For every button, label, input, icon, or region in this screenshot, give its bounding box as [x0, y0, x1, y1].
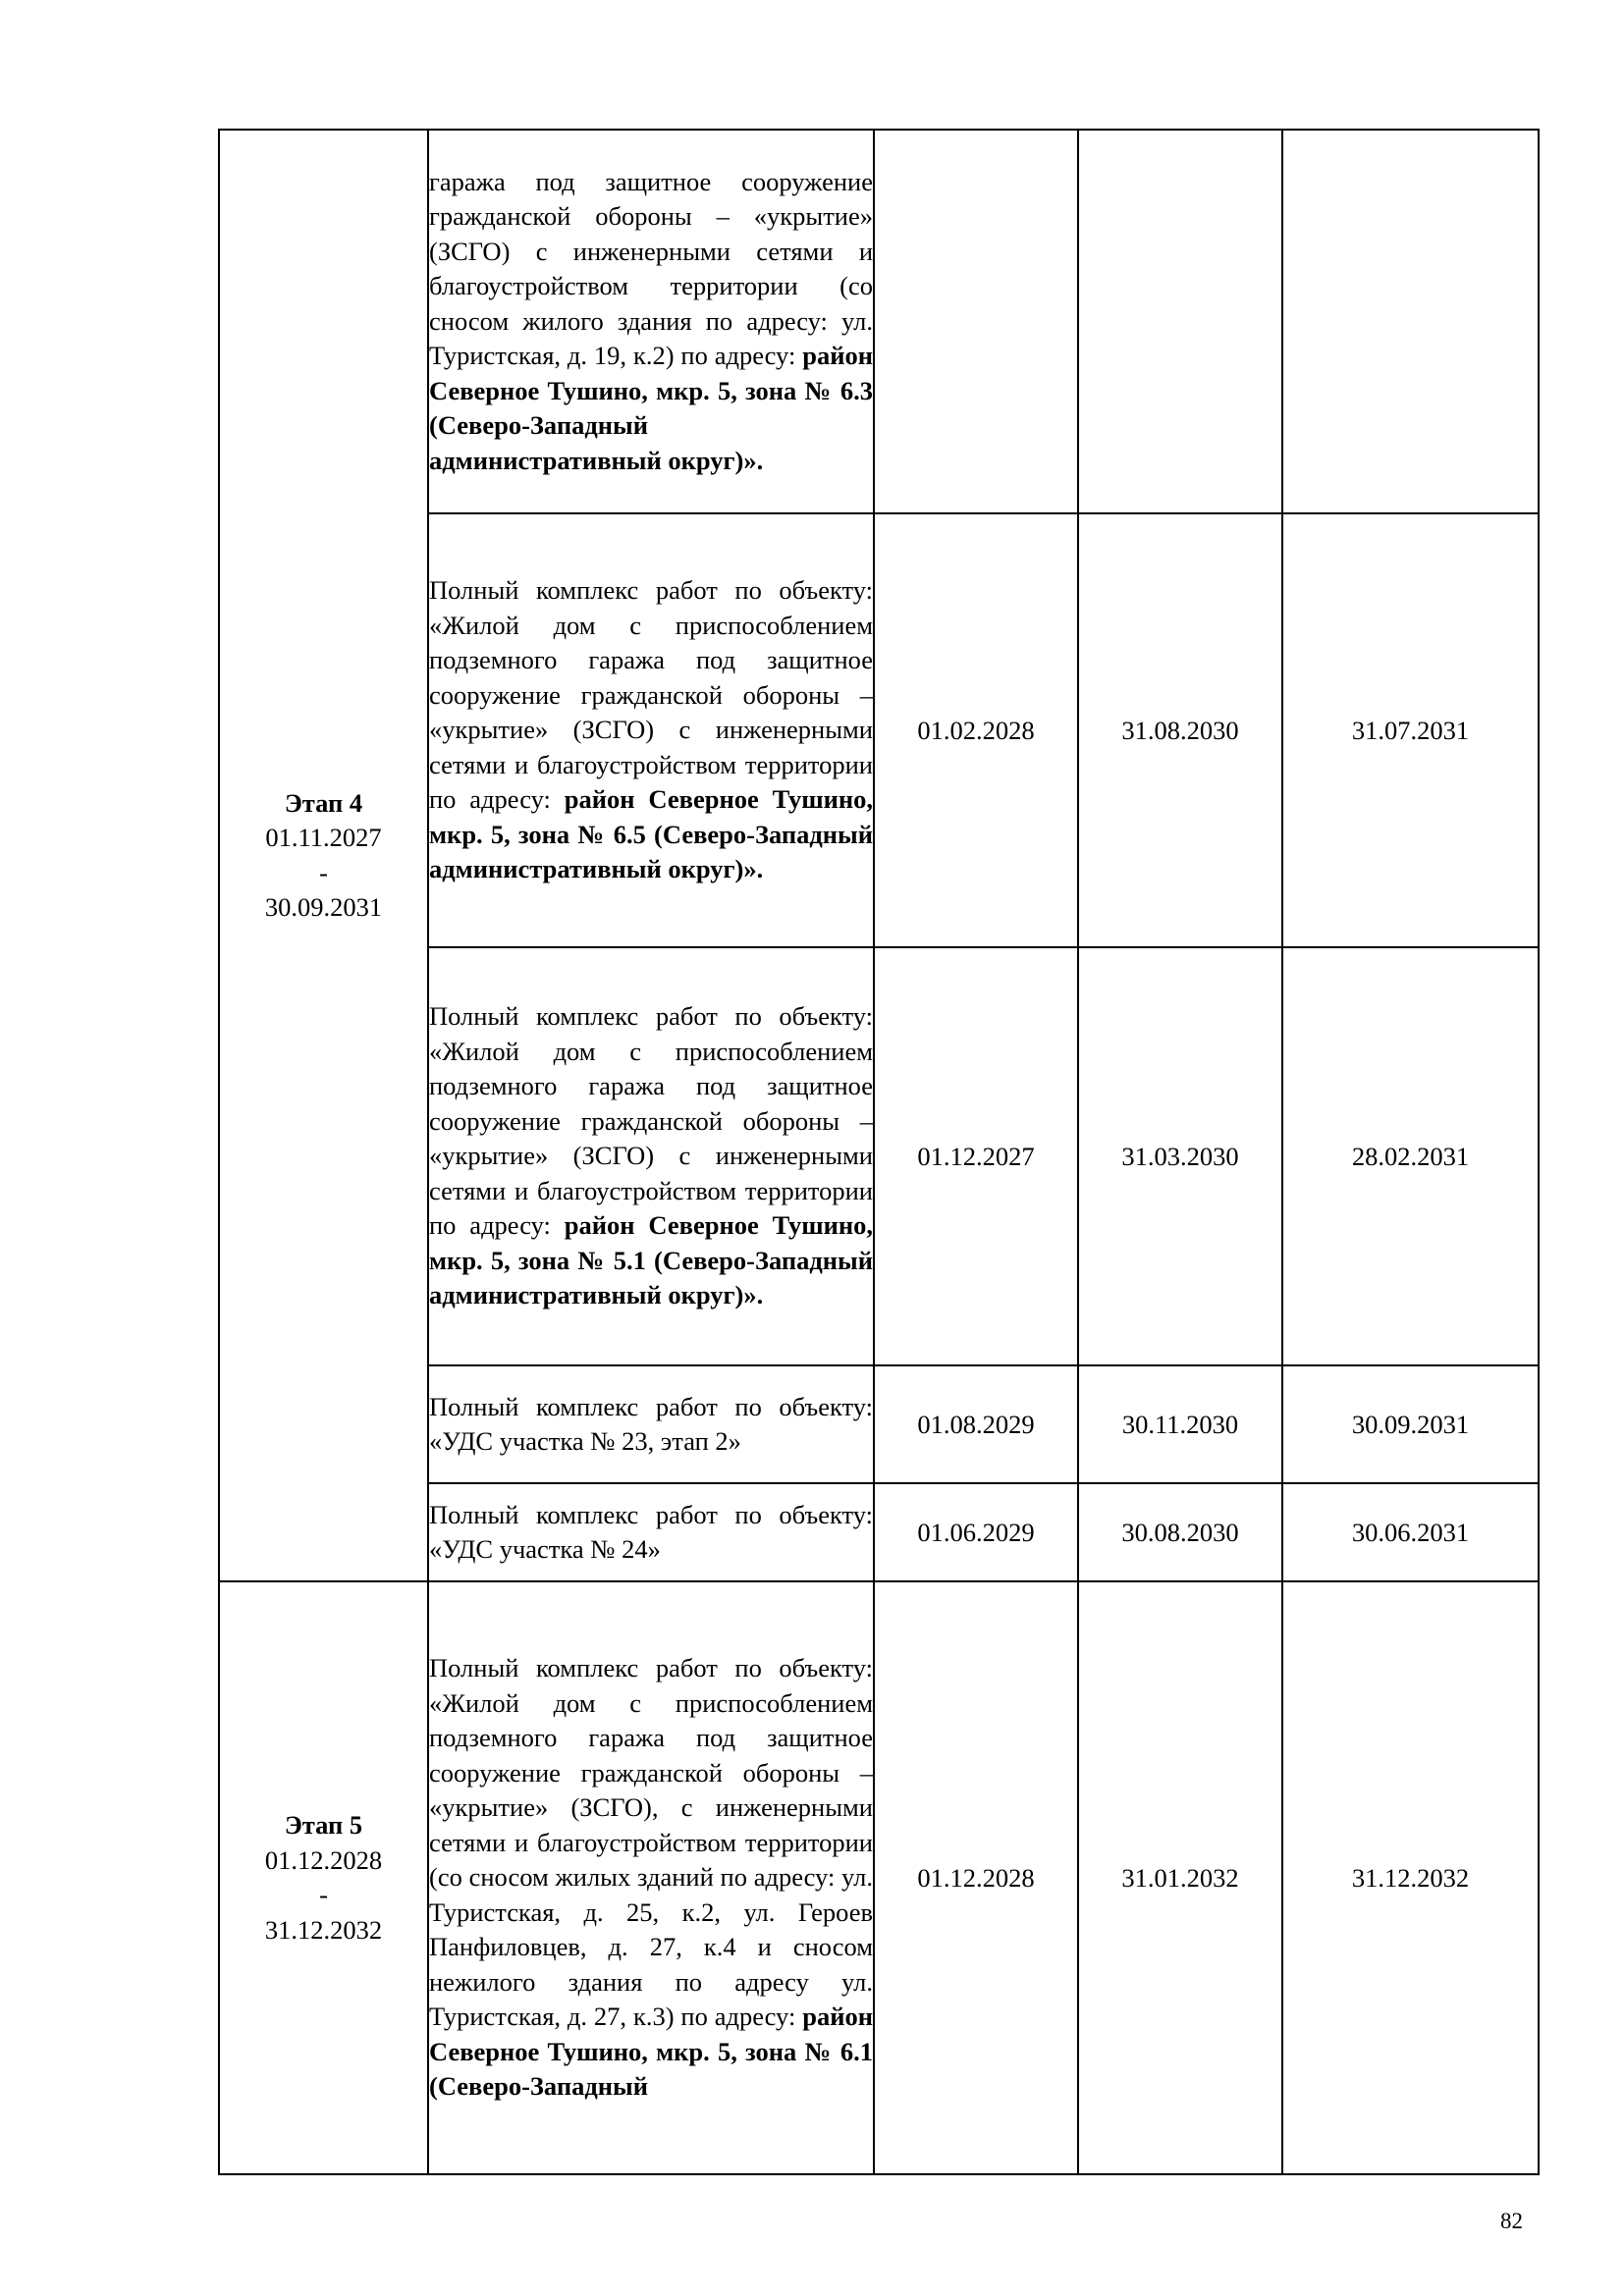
- work-description: [429, 1390, 873, 1460]
- work-description: [429, 1651, 873, 2105]
- stage-title: Этап 5: [284, 1810, 363, 1840]
- end-date-cell: 30.11.2030: [1078, 1365, 1282, 1483]
- table-row: [219, 130, 1539, 513]
- page-number: 82: [1500, 2209, 1523, 2233]
- table-row: [219, 1581, 1539, 2174]
- completion-date-cell: 31.12.2032: [1282, 1581, 1539, 2174]
- completion-date-cell: [1282, 130, 1539, 513]
- stage-start-date: 01.11.2027: [265, 823, 382, 852]
- end-date-cell: 30.08.2030: [1078, 1483, 1282, 1581]
- work-address: район Северное Тушино, мкр. 5, зона № 6.1 (Северо-Западный: [429, 2002, 873, 2102]
- end-date-cell: 31.08.2030: [1078, 513, 1282, 947]
- completion-date-cell: 31.07.2031: [1282, 513, 1539, 947]
- end-date-cell: 31.01.2032: [1078, 1581, 1282, 2174]
- work-description-cell: [428, 1581, 874, 2174]
- stage-end-date: 30.09.2031: [264, 892, 383, 922]
- work-description: [429, 573, 873, 887]
- work-description: [429, 1498, 873, 1568]
- work-description-cell: [428, 947, 874, 1365]
- work-description-text: гаража под защитное сооружение гражданской обороны – «укрытие» (ЗСГО) с инженерными сетями и благоустройством территории (со сносом жилого здания по адресу: ул. Туристская, д. 19, к.2) по адресу:: [429, 166, 873, 371]
- start-date-cell: 01.06.2029: [874, 1483, 1078, 1581]
- start-date-cell: 01.12.2028: [874, 1581, 1078, 2174]
- stage-4-cell: [219, 130, 428, 1581]
- work-description-text: Полный комплекс работ по объекту: «Жилой дом с приспособлением подземного гаража под защитное сооружение гражданской обороны – «укрытие» (ЗСГО), с инженерными сетями и благоустройством территории (со сносом жилых зданий по адресу: ул. Туристская, д. 25, к.2, ул. Героев Панфиловцев, д. 27, к.4 и сносом нежилого здания по адресу ул. Туристская, д. 27, к.3) по адресу:: [429, 1653, 873, 2032]
- work-description-text: Полный комплекс работ по объекту: «Жилой дом с приспособлением подземного гаража под защитное сооружение гражданской обороны – «укрытие» (ЗСГО) с инженерными сетями и благоустройством территории по адресу:: [429, 575, 873, 815]
- work-description-text: Полный комплекс работ по объекту: «Жилой дом с приспособлением подземного гаража под защитное сооружение гражданской обороны – «укрытие» (ЗСГО) с инженерными сетями и благоустройством территории по адресу:: [429, 1001, 873, 1241]
- work-description-text: Полный комплекс работ по объекту: «УДС участка № 23, этап 2»: [429, 1391, 873, 1456]
- start-date-cell: 01.12.2027: [874, 947, 1078, 1365]
- start-date-cell: [874, 130, 1078, 513]
- schedule-table: [218, 129, 1540, 2175]
- stage-5-cell: [219, 1581, 428, 2174]
- work-description-cell: [428, 1365, 874, 1483]
- work-description-cell: [428, 130, 874, 513]
- stage-start-date: 01.12.2028: [264, 1844, 383, 1875]
- stage-date-separator: -: [319, 1880, 328, 1909]
- start-date-cell: 01.08.2029: [874, 1365, 1078, 1483]
- work-address: район Северное Тушино, мкр. 5, зона № 6.3 (Северо-Западный административный округ)».: [429, 341, 873, 475]
- work-address: район Северное Тушино, мкр. 5, зона № 6.5 (Северо-Западный административный округ)».: [429, 784, 874, 884]
- start-date-cell: 01.02.2028: [874, 513, 1078, 947]
- work-description: [429, 999, 873, 1313]
- work-address: район Северное Тушино, мкр. 5, зона № 5.1 (Северо-Западный административный округ)».: [429, 1210, 874, 1310]
- end-date-cell: 31.03.2030: [1078, 947, 1282, 1365]
- stage-title: Этап 4: [284, 787, 363, 818]
- work-description-cell: [428, 513, 874, 947]
- completion-date-cell: 30.06.2031: [1282, 1483, 1539, 1581]
- stage-end-date: 31.12.2032: [264, 1914, 383, 1945]
- end-date-cell: [1078, 130, 1282, 513]
- work-description-cell: [428, 1483, 874, 1581]
- stage-date-separator: -: [319, 857, 328, 887]
- completion-date-cell: 30.09.2031: [1282, 1365, 1539, 1483]
- work-description-text: Полный комплекс работ по объекту: «УДС участка № 24»: [429, 1499, 873, 1564]
- work-description: [429, 165, 873, 479]
- completion-date-cell: 28.02.2031: [1282, 947, 1539, 1365]
